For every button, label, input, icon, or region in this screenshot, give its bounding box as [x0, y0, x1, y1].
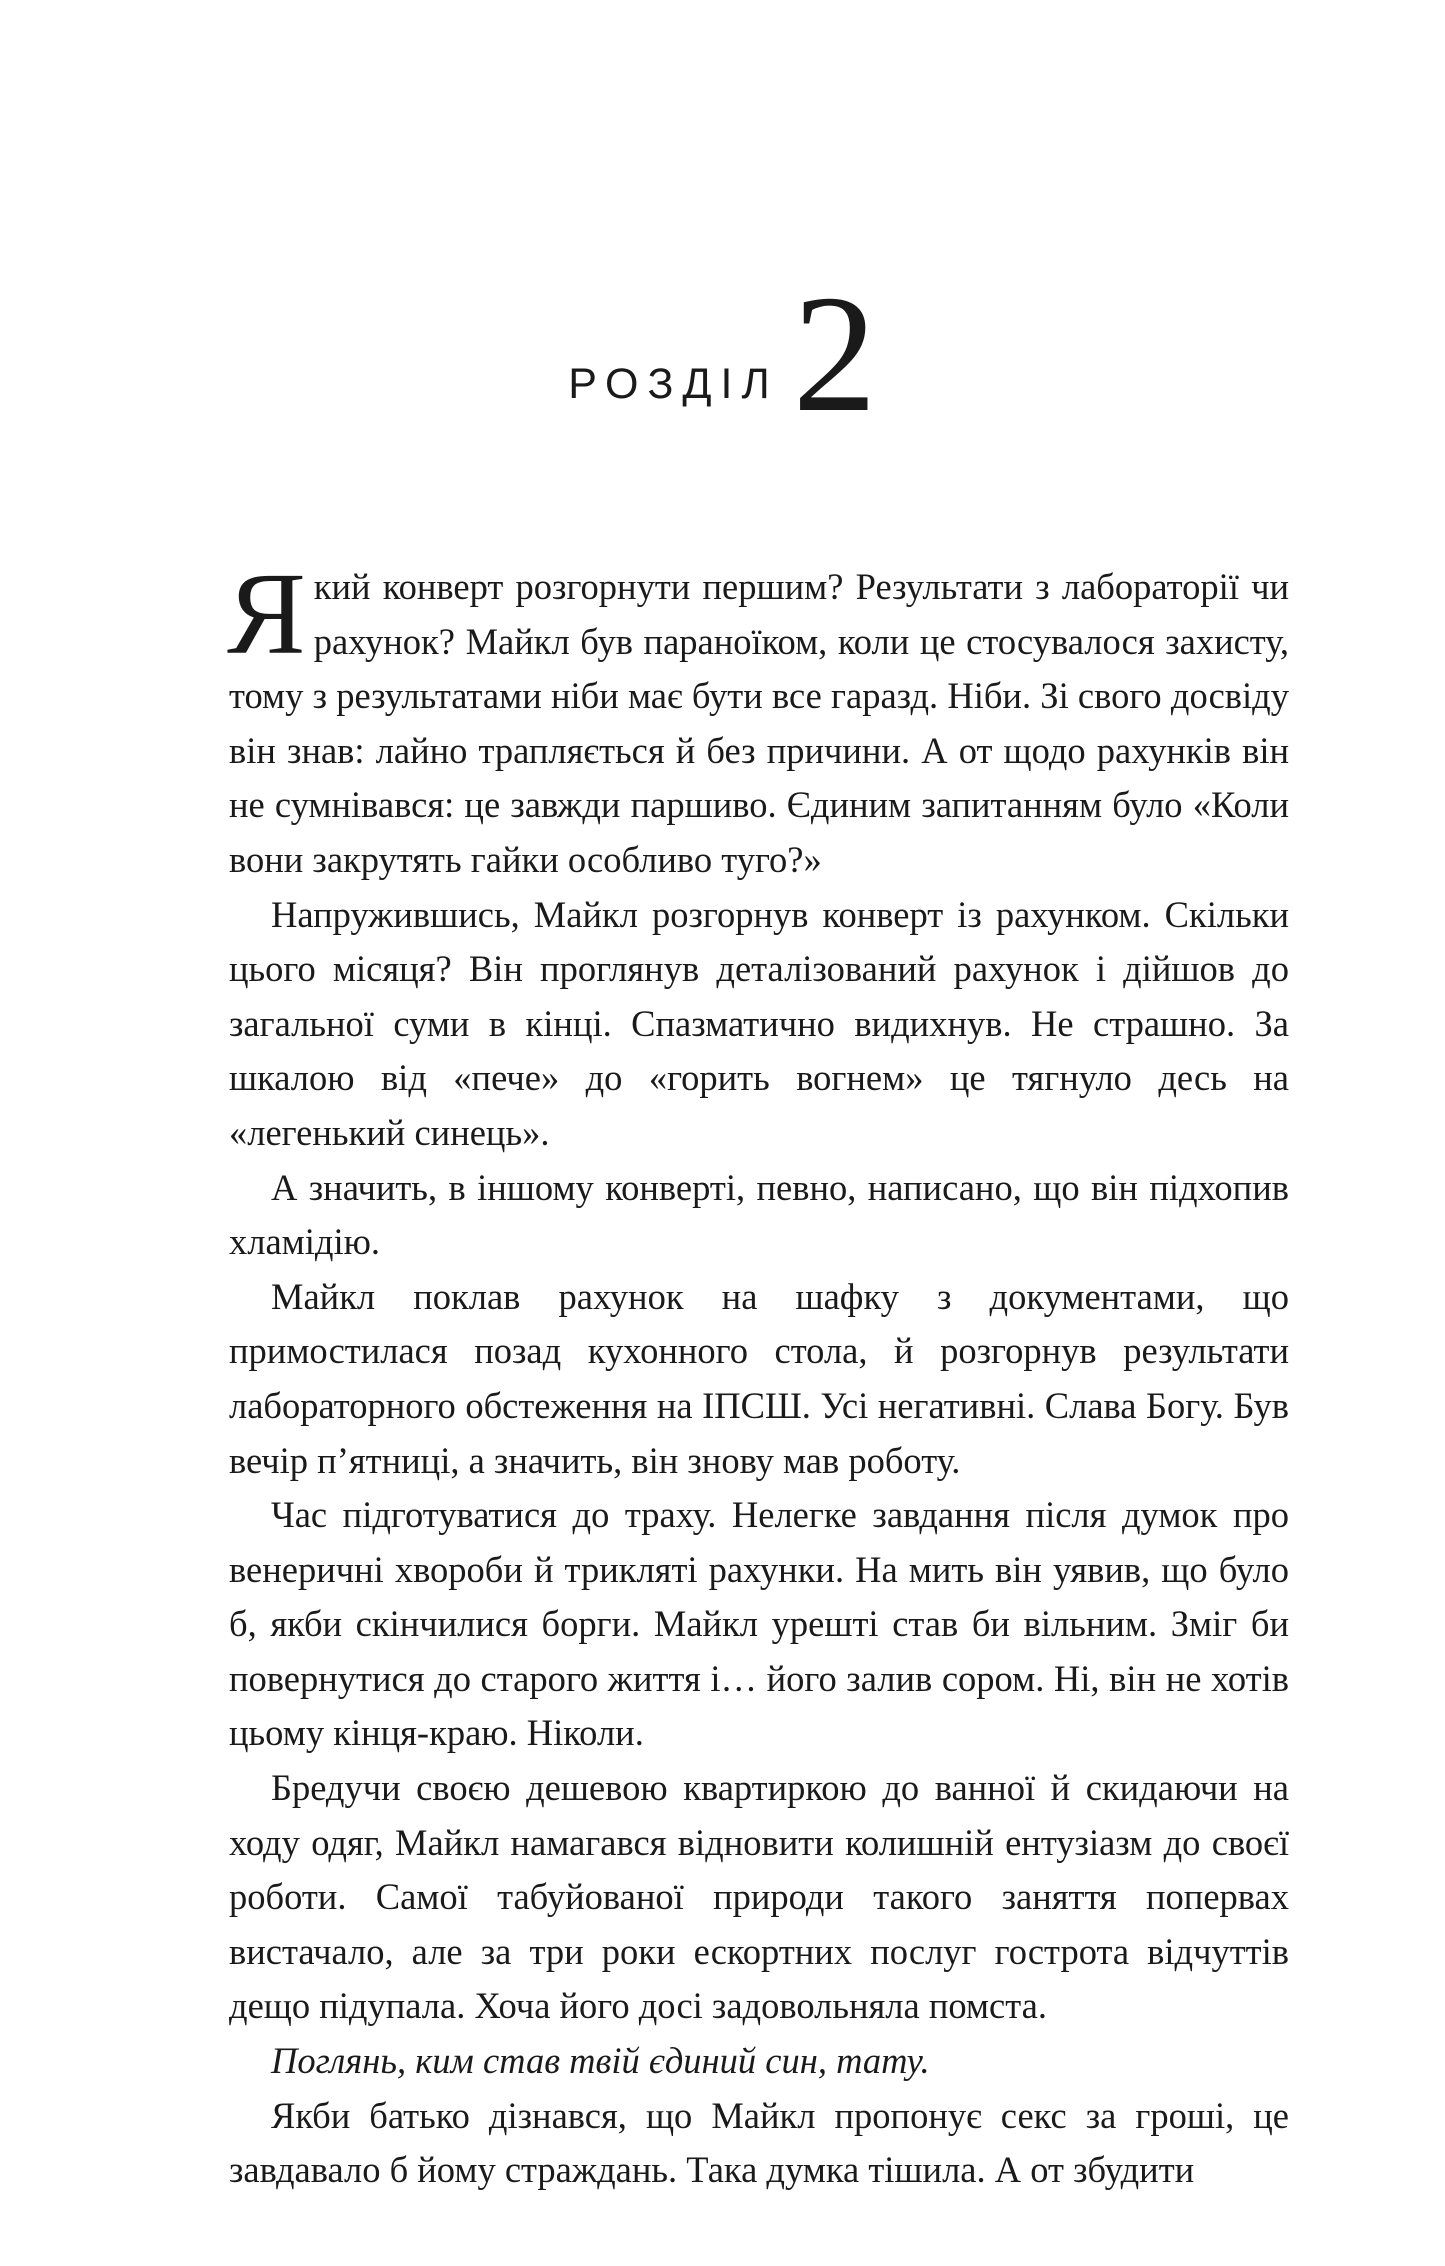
- paragraph: Час підготуватися до траху. Нелегке завдання після думок про венеричні хвороби й трикляті рахунки. На мить він уявив, що було б, якби скінчилися борги. Майкл урешті став би вільним. Зміг би повернутися до старого життя і… його залив сором. Ні, він не хотів цьому кінця-краю. Ніколи.: [229, 1494, 1289, 1754]
- chapter-number: 2: [792, 261, 877, 447]
- paragraph-text: кий конверт розгорнути першим? Результати з лабораторії чи рахунок? Майкл був параноїком, коли це стосувалося захисту, тому з результатами ніби має бути все гаразд. Ніби. Зі свого досвіду він знав: лайно трапляється й без причини. А от щодо рахунків він не сумнівався: це завжди паршиво. Єдиним запитанням було «Коли вони закрутять гайки особливо туго?»: [229, 566, 1289, 880]
- paragraph: Майкл поклав рахунок на шафку з документами, що примостилася позад кухонного стола, й розгорнув результати лабораторного обстеження на ІПСШ. Усі негативні. Слава Богу. Був вечір п’ятниці, а значить, він знову мав роботу.: [229, 1275, 1289, 1481]
- paragraph: Бредучи своєю дешевою квартиркою до ванної й скидаючи на ходу одяг, Майкл намагався відновити колишній ентузіазм до своєї роботи. Самої табуйованої природи такого заняття попервах вистачало, але за три роки ескортних послуг гострота відчуттів дещо підупала. Хоча його досі задовольняла помста.: [229, 1767, 1289, 2027]
- chapter-title-word: РОЗДІЛ: [568, 360, 779, 408]
- paragraph: А значить, в іншому конверті, певно, написано, що він підхопив хламідію.: [229, 1166, 1289, 1263]
- italic-thought: Поглянь, ким став твій єдиний син, тату.: [271, 2040, 930, 2082]
- chapter-body-text: [227, 548, 1289, 2198]
- paragraph: Напружившись, Майкл розгорнув конверт із рахунком. Скільки цього місяця? Він проглянув деталізований рахунок і дійшов до загальної суми в кінці. Спазматично видихнув. Не страшно. За шкалою від «пече» до «горить вогнем» це тягнуло десь на «легенький синець».: [229, 893, 1289, 1153]
- drop-cap: Я: [227, 548, 306, 679]
- paragraph: Якби батько дізнався, що Майкл пропонує секс за гроші, це завдавало б йому страждань. Така думка тішила. А от збудити: [229, 2094, 1289, 2191]
- paragraph: [227, 548, 1289, 888]
- chapter-heading: [0, 261, 1445, 447]
